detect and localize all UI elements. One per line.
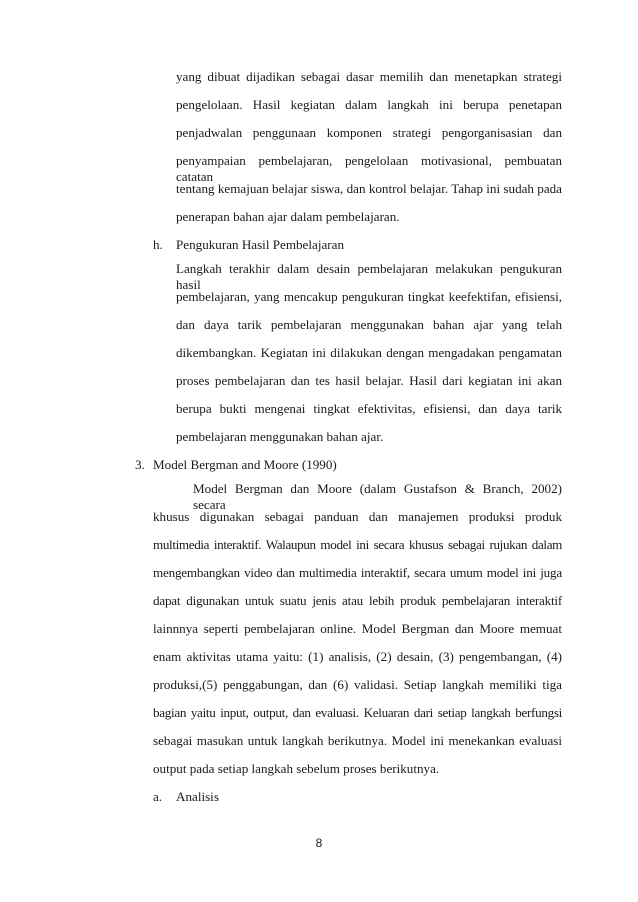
text-line: Langkah terakhir dalam desain pembelajaran melakukan pengukuran hasil bbox=[176, 261, 562, 292]
text-line: Model Bergman dan Moore (dalam Gustafson & Branch, 2002) secara bbox=[193, 481, 562, 512]
text-line: berupa bukti mengenai tingkat efektivitas, efisiensi, dan daya tarik bbox=[176, 401, 562, 416]
item-heading: Pengukuran Hasil Pembelajaran bbox=[176, 237, 344, 252]
text-line: penjadwalan penggunaan komponen strategi pengorganisasian dan bbox=[176, 125, 562, 140]
text-line: yang dibuat dijadikan sebagai dasar memilih dan menetapkan strategi bbox=[176, 69, 562, 84]
text-line: sebagai masukan untuk langkah berikutnya. Model ini menekankan evaluasi bbox=[153, 733, 562, 748]
text-line: produksi,(5) penggabungan, dan (6) validasi. Setiap langkah memiliki tiga bbox=[153, 677, 562, 692]
text-line: penerapan bahan ajar dalam pembelajaran. bbox=[176, 209, 400, 224]
text-line: penyampaian pembelajaran, pengelolaan motivasional, pembuatan catatan bbox=[176, 153, 562, 184]
section-number: 3. bbox=[135, 457, 145, 472]
text-line: tentang kemajuan belajar siswa, dan kontrol belajar. Tahap ini sudah pada bbox=[176, 181, 562, 196]
text-line: dikembangkan. Kegiatan ini dilakukan dengan mengadakan pengamatan bbox=[176, 345, 562, 360]
text-line: pembelajaran, yang mencakup pengukuran tingkat keefektifan, efisiensi, bbox=[176, 289, 562, 304]
list-marker: a. bbox=[153, 789, 163, 804]
text-line: lainnnya seperti pembelajaran online. Model Bergman dan Moore memuat bbox=[153, 621, 562, 636]
item-heading: Analisis bbox=[176, 789, 219, 804]
text-line: multimedia interaktif. Walaupun model ini secara khusus sebagai rujukan dalam bbox=[153, 537, 562, 552]
page-number: 8 bbox=[315, 836, 323, 850]
section-heading: Model Bergman and Moore (1990) bbox=[153, 457, 337, 472]
text-line: dan daya tarik pembelajaran menggunakan bahan ajar yang telah bbox=[176, 317, 562, 332]
list-marker: h. bbox=[153, 237, 163, 252]
text-line: bagian yaitu input, output, dan evaluasi. Keluaran dari setiap langkah berfungsi bbox=[153, 705, 562, 720]
text-line: khusus digunakan sebagai panduan dan manajemen produksi produk bbox=[153, 509, 562, 524]
text-line: proses pembelajaran dan tes hasil belajar. Hasil dari kegiatan ini akan bbox=[176, 373, 562, 388]
text-line: output pada setiap langkah sebelum proses berikutnya. bbox=[153, 761, 440, 776]
text-line: dapat digunakan untuk suatu jenis atau lebih produk pembelajaran interaktif bbox=[153, 593, 562, 608]
text-line: mengembangkan video dan multimedia interaktif, secara umum model ini juga bbox=[153, 565, 562, 580]
text-line: pembelajaran menggunakan bahan ajar. bbox=[176, 429, 384, 444]
text-line: enam aktivitas utama yaitu: (1) analisis, (2) desain, (3) pengembangan, (4) bbox=[153, 649, 562, 664]
text-line: pengelolaan. Hasil kegiatan dalam langkah ini berupa penetapan bbox=[176, 97, 562, 112]
